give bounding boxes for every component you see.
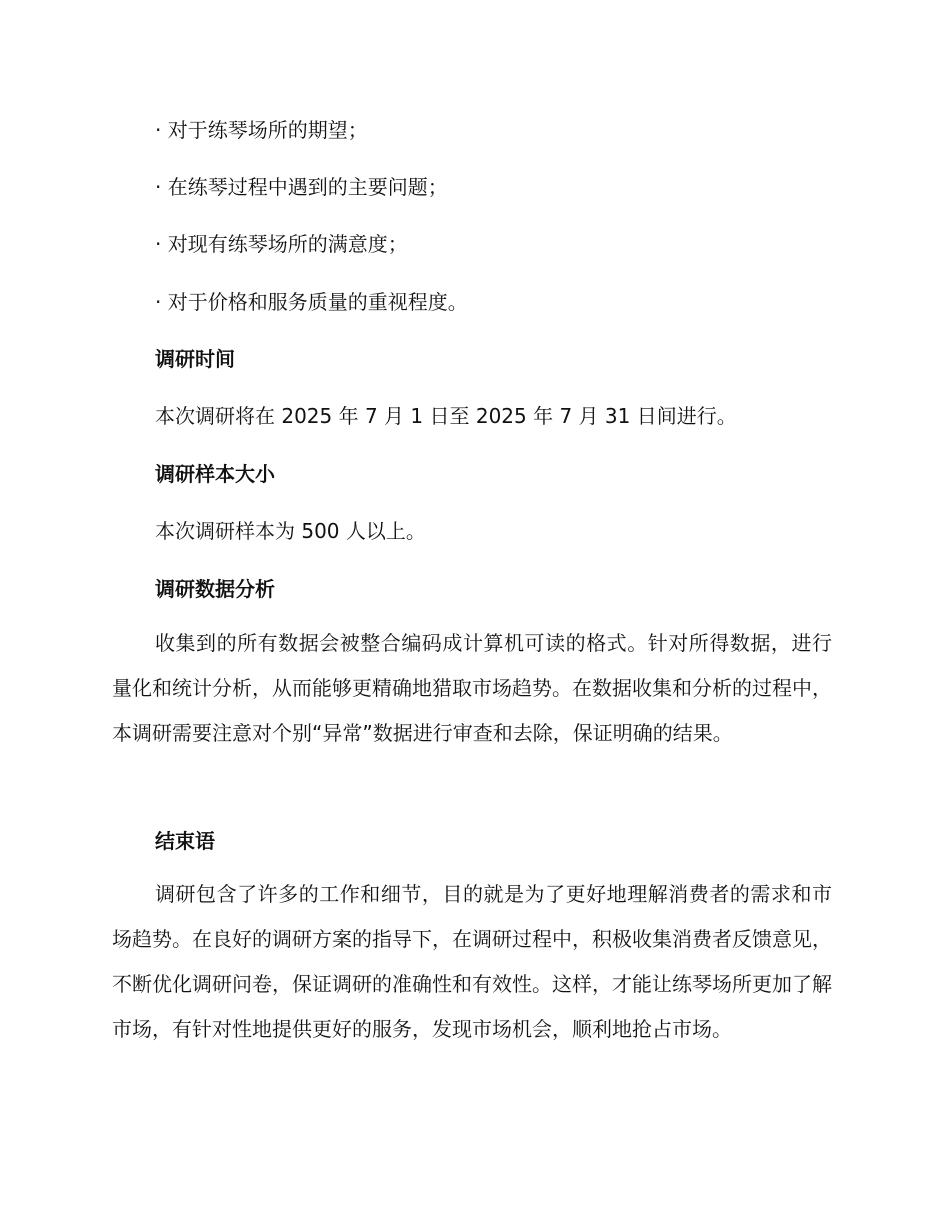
conclusion-paragraph: 调研包含了许多的工作和细节，目的就是为了更好地理解消费者的需求和市场趋势。在良好的调研方案的指导下，在调研过程中，积极收集消费者反馈意见，不断优化调研问卷，保证调研的准确性和有效性。这样，才能让练琴场所更加了解市场，有针对性地提供更好的服务，发现市场机会，顺利地抢占市场。 xyxy=(112,882,832,1041)
section-heading-conclusion: 结束语 xyxy=(155,829,215,853)
sample-size-text: 本次调研样本为 500 人以上。 xyxy=(155,519,426,543)
section-heading-schedule: 调研时间 xyxy=(155,347,235,371)
bullet-problems: · 在练琴过程中遇到的主要问题； xyxy=(155,175,448,199)
bullet-price-quality: · 对于价格和服务质量的重视程度。 xyxy=(155,290,468,314)
bullet-satisfaction: · 对现有练琴场所的满意度； xyxy=(155,232,408,256)
section-heading-sample-size: 调研样本大小 xyxy=(155,462,275,486)
data-analysis-paragraph: 收集到的所有数据会被整合编码成计算机可读的格式。针对所得数据，进行量化和统计分析，从而能够更精确地猎取市场趋势。在数据收集和分析的过程中，本调研需要注意对个别“异常”数据进行审查和去除，保证明确的结果。 xyxy=(112,631,832,745)
bullet-expectations: · 对于练琴场所的期望； xyxy=(155,118,368,142)
section-heading-data-analysis: 调研数据分析 xyxy=(155,577,275,601)
schedule-text: 本次调研将在 2025 年 7 月 1 日至 2025 年 7 月 31 日间进行。 xyxy=(155,404,737,428)
